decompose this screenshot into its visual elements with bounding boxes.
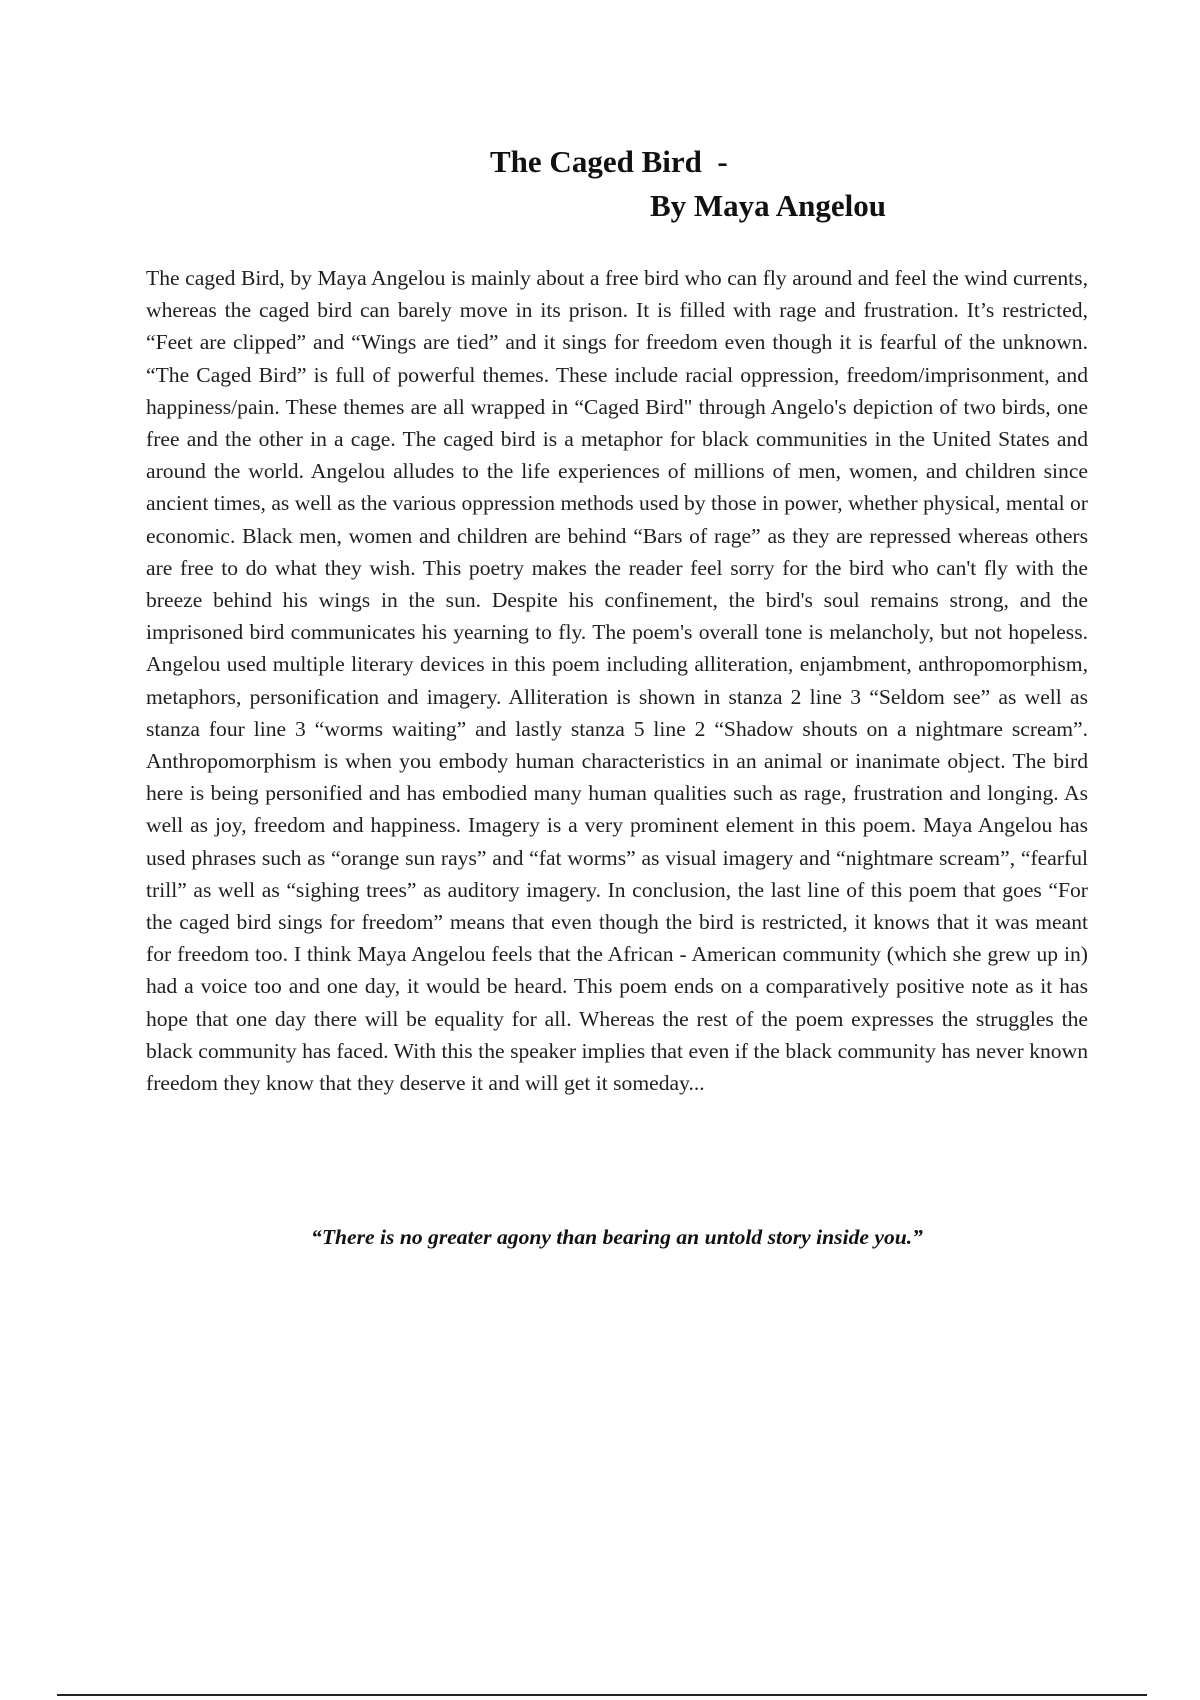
essay-paragraph: The caged Bird, by Maya Angelou is mainly about a free bird who can fly around and feel the wind currents, whereas the caged bird can barely move in its prison. It is filled with rage and frustration. It’s restricted, “Feet are clipped” and “Wings are tied” and it sings for freedom even though it is fearful of the unknown. “The Caged Bird” is full of powerful themes. These include racial oppression, freedom/imprisonment, and happiness/pain. These themes are all wrapped in “Caged Bird" through Angelo's depiction of two birds, one free and the other in a cage. The caged bird is a metaphor for black communities in the United States and around the world. Angelou alludes to the life experiences of millions of men, women, and children since ancient times, as well as the various oppression methods used by those in power, whether physical, mental or economic. Black men, women and children are behind “Bars of rage” as they are repressed whereas others are free to do what they wish. This poetry makes the reader feel sorry for the bird who can't fly with the breeze behind his wings in the sun. Despite his confinement, the bird's soul remains strong, and the imprisoned bird communicates his yearning to fly. The poem's overall tone is melancholy, but not hopeless. Angelou used multiple literary devices in this poem including alliteration, enjambment, anthropomorphism, metaphors, personification and imagery. Alliteration is shown in stanza 2 line 3 “Seldom see” as well as stanza four line 3 “worms waiting” and lastly stanza 5 line 2 “Shadow shouts on a nightmare scream”. Anthropomorphism is when you embody human characteristics in an animal or inanimate object. The bird here is being personified and has embodied many human qualities such as rage, frustration and longing. As well as joy, freedom and happiness. Imagery is a very prominent element in this poem. Maya Angelou has used phrases such as “orange sun rays” and “fat worms” as visual imagery and “nightmare scream”, “fearful trill” as well as “sighing trees” as auditory imagery. In conclusion, the last line of this poem that goes “For the caged bird sings for freedom” means that even though the bird is restricted, it knows that it was meant for freedom too. I think Maya Angelou feels that the African - American community (which she grew up in) had a voice too and one day, it would be heard. This poem ends on a comparatively positive note as it has hope that one day there will be equality for all. Whereas the rest of the poem expresses the struggles the black community has faced. With this the speaker implies that even if the black community has never known freedom they know that they deserve it and will get it someday... (146, 266, 1088, 1096)
title-line-author: By Maya Angelou (650, 188, 886, 223)
closing-quote: “There is no greater agony than bearing an untold story inside you.” (311, 1225, 923, 1249)
footer-divider (57, 1694, 1147, 1696)
title-line-poem: The Caged Bird - (490, 144, 728, 179)
